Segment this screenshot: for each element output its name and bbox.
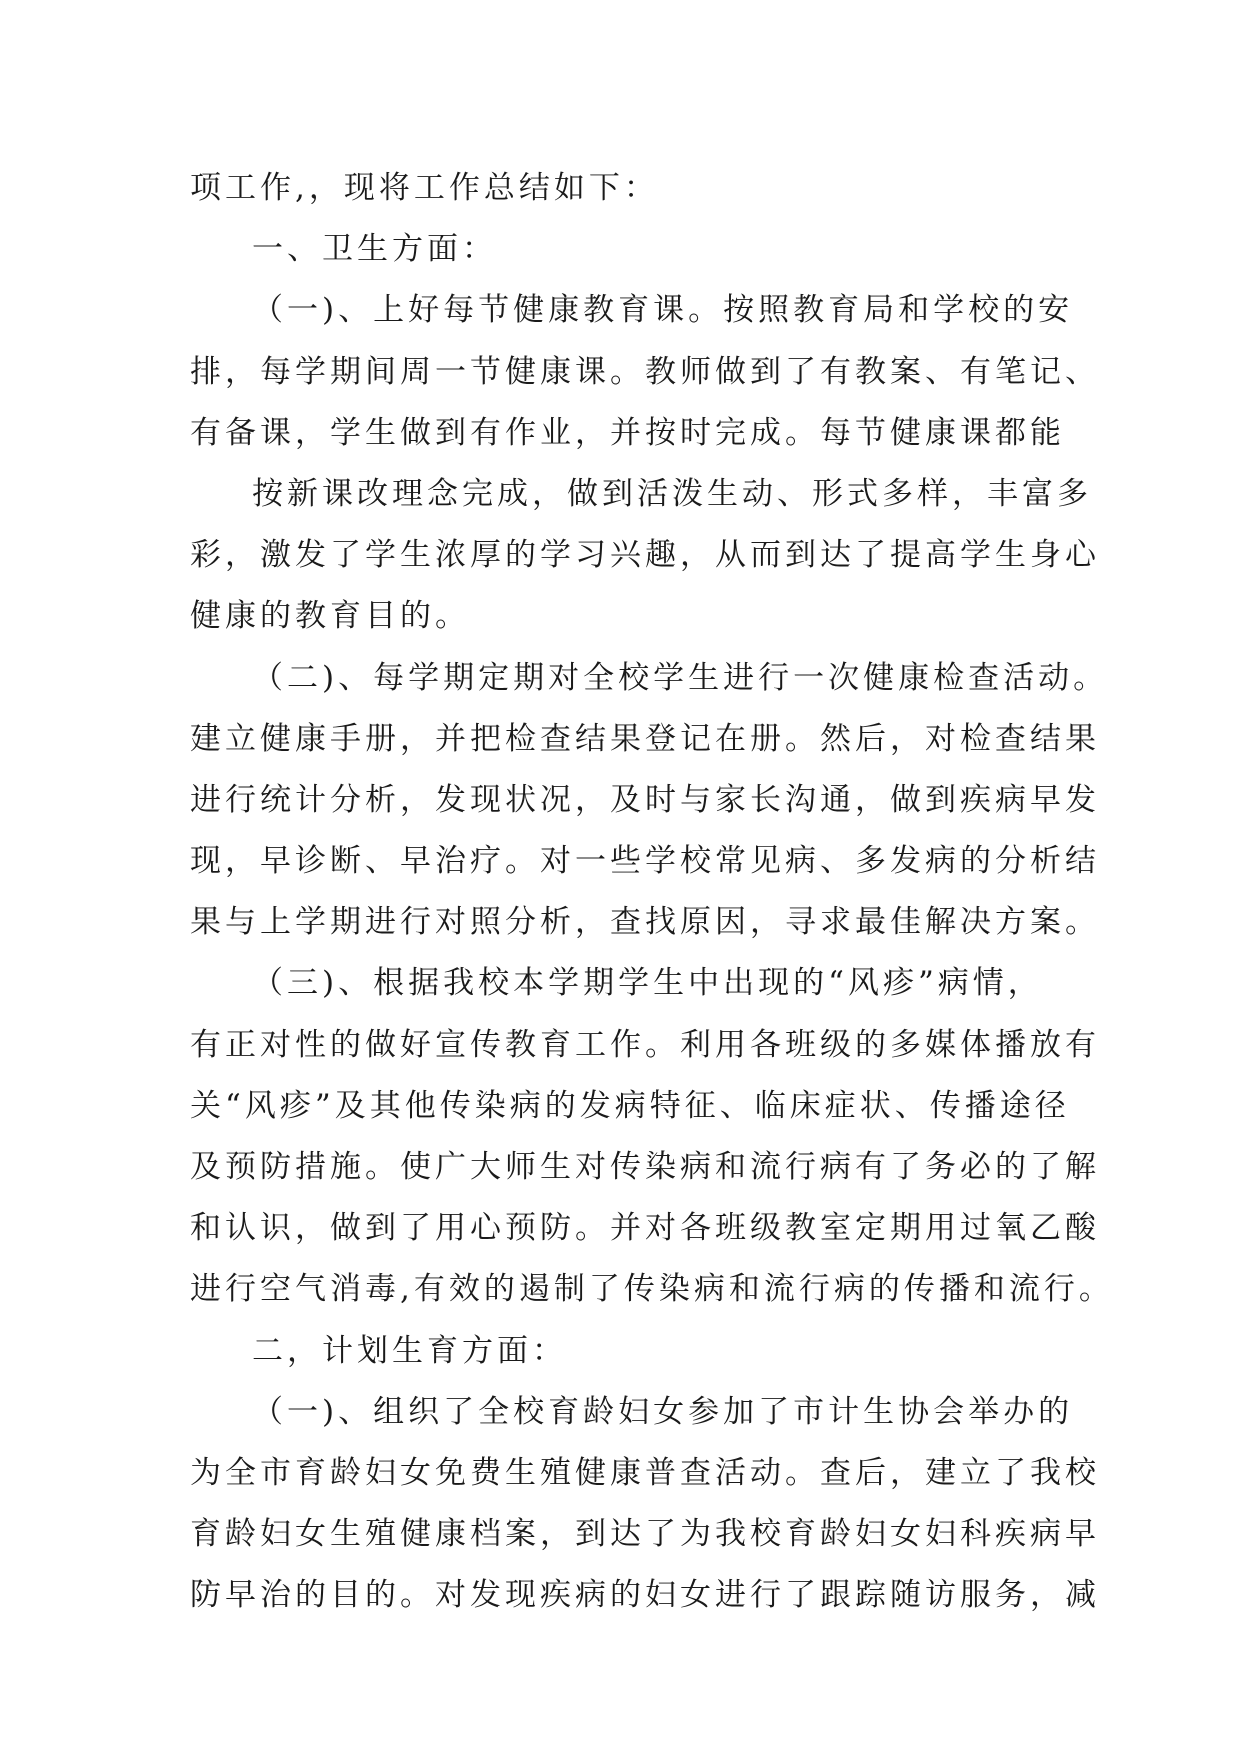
text-line: 有备课，学生做到有作业，并按时完成。每节健康课都能 bbox=[190, 414, 1065, 451]
text-line: 为全市育龄妇女免费生殖健康普查活动。查后，建立了我校 bbox=[190, 1454, 1100, 1491]
text-line: 进行空气消毒,有效的遏制了传染病和流行病的传播和流行。 bbox=[190, 1271, 1114, 1308]
text-line: 一、卫生方面： bbox=[252, 231, 497, 268]
text-line: 按新课改理念完成，做到活泼生动、形式多样，丰富多 bbox=[252, 475, 1092, 512]
text-line: 和认识，做到了用心预防。并对各班级教室定期用过氧乙酸 bbox=[190, 1210, 1100, 1247]
text-line: 防早治的目的。对发现疾病的妇女进行了跟踪随访服务，减 bbox=[190, 1577, 1100, 1614]
text-line: 进行统计分析，发现状况，及时与家长沟通，做到疾病早发 bbox=[190, 781, 1100, 818]
text-line: 健康的教育目的。 bbox=[190, 598, 470, 635]
text-line: 及预防措施。使广大师生对传染病和流行病有了务必的了解 bbox=[190, 1149, 1100, 1185]
text-line: 建立健康手册，并把检查结果登记在册。然后，对检查结果 bbox=[190, 720, 1100, 757]
text-line: （一)、上好每节健康教育课。按照教育局和学校的安 bbox=[252, 292, 1074, 329]
text-line: 排，每学期间周一节健康课。教师做到了有教案、有笔记、 bbox=[190, 353, 1100, 390]
text-line: 育龄妇女生殖健康档案，到达了为我校育龄妇女妇科疾病早 bbox=[190, 1516, 1100, 1553]
document-body bbox=[190, 158, 1114, 1627]
text-line: （二)、每学期定期对全校学生进行一次健康检查活动。 bbox=[252, 659, 1109, 696]
text-line: 二，计划生育方面： bbox=[252, 1332, 567, 1369]
text-line: 项工作,，现将工作总结如下： bbox=[190, 170, 659, 206]
text-line: 彩，激发了学生浓厚的学习兴趣，从而到达了提高学生身心 bbox=[190, 537, 1100, 574]
text-line: 有正对性的做好宣传教育工作。利用各班级的多媒体播放有 bbox=[190, 1026, 1100, 1063]
text-line: 关“风疹”及其他传染病的发病特征、临床症状、传播途径 bbox=[190, 1087, 1070, 1124]
text-line: 果与上学期进行对照分析，查找原因，寻求最佳解决方案。 bbox=[190, 904, 1100, 941]
text-line: （三)、根据我校本学期学生中出现的“风疹”病情， bbox=[252, 965, 1043, 1002]
text-line: 现，早诊断、早治疗。对一些学校常见病、多发病的分析结 bbox=[190, 843, 1100, 880]
text-line: （一)、组织了全校育龄妇女参加了市计生协会举办的 bbox=[252, 1393, 1074, 1430]
